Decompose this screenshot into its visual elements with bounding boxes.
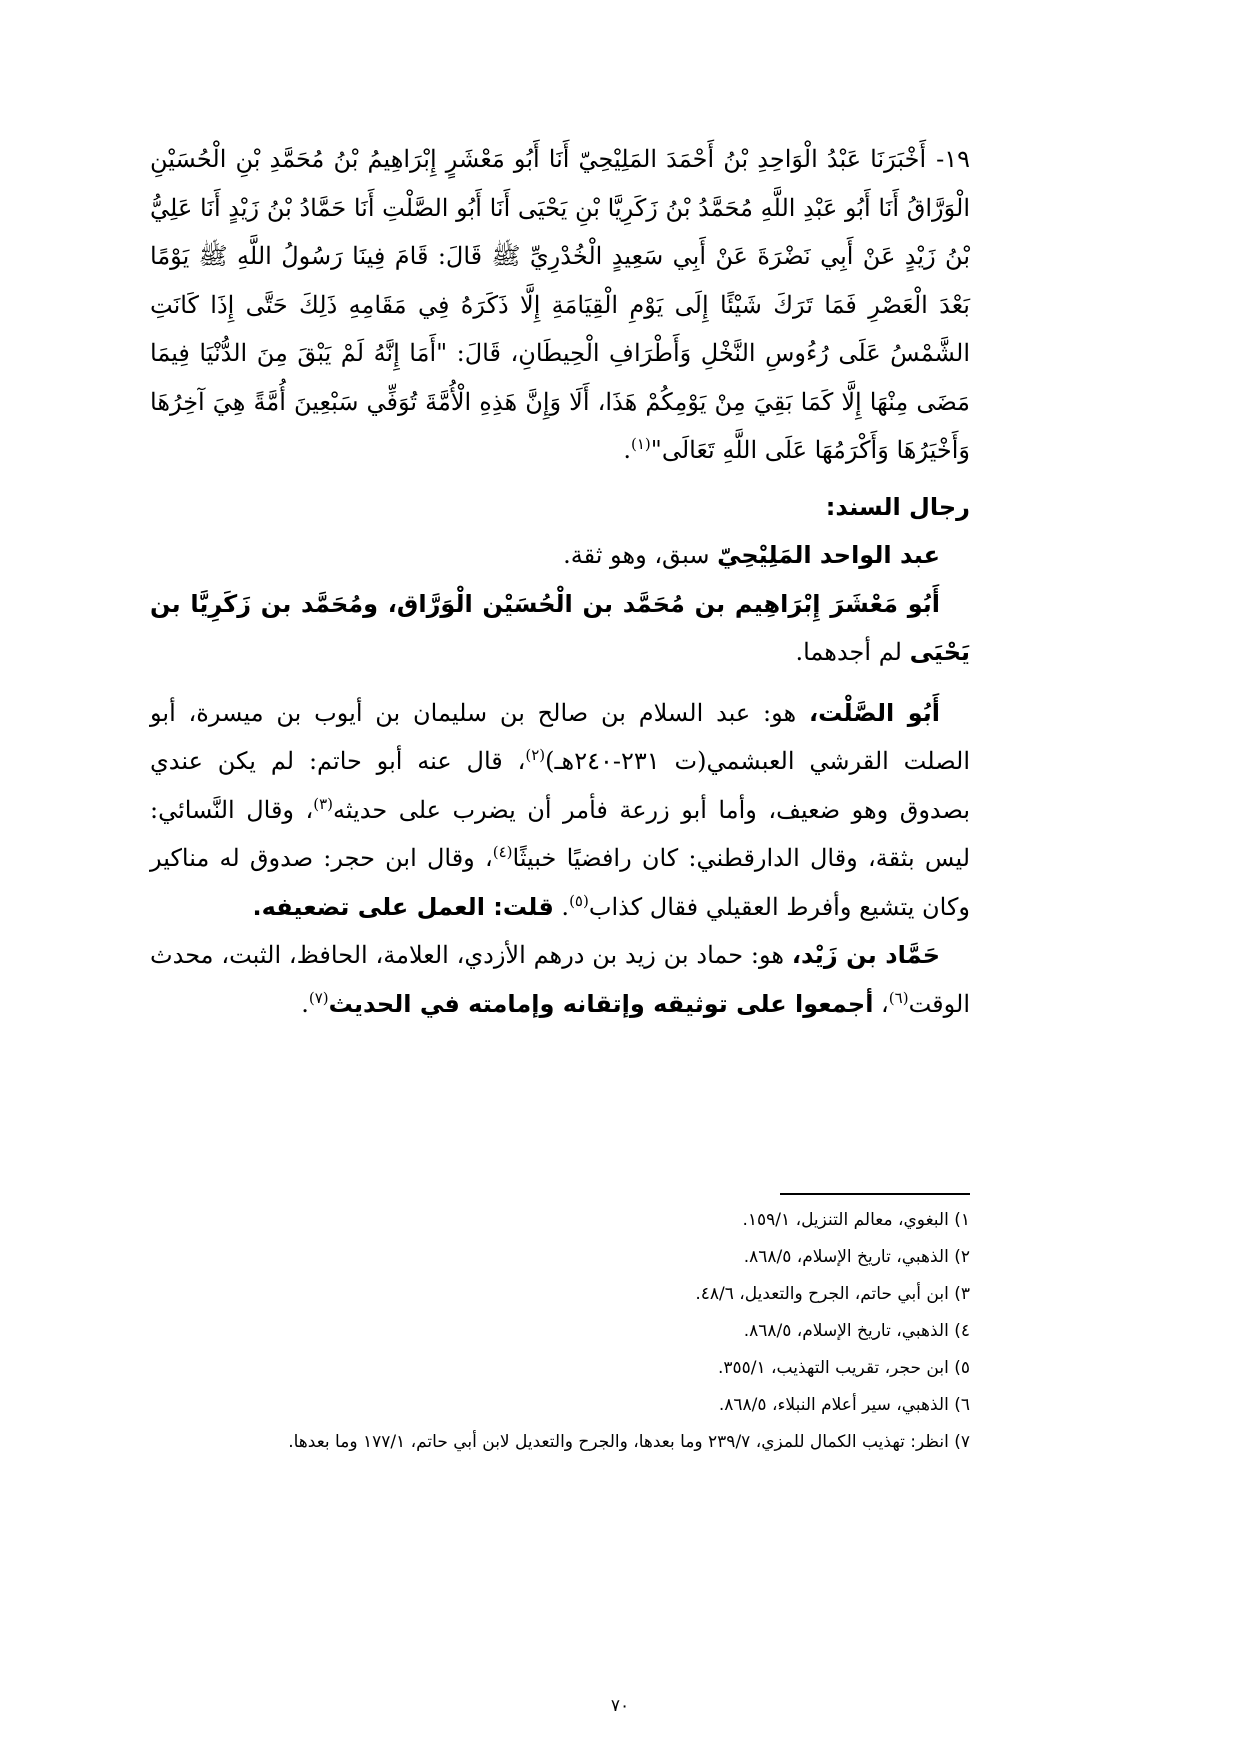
narrator-bio: هو: عبد السلام بن صالح بن سليمان بن أيوب بن ميسرة، أبو الصلت القرشي العبشمي(ت ٢٣١-٢٤٠هـ): [150, 698, 970, 775]
narrator-bio: .: [553, 892, 570, 921]
footnote-ref-6: (٦): [888, 988, 909, 1007]
footnote-7: ٧) انظر: تهذيب الكمال للمزي، ٢٣٩/٧ وما بعدها، والجرح والتعديل لابن أبي حاتم، ١٧٧/١ وما بعدها.: [288, 1432, 970, 1452]
narrator-name: أَبُو مَعْشَرَ إِبْرَاهِيم بن مُحَمَّد بن الْحُسَيْن الْوَرَّاق، ومُحَمَّد بن زَكَرِيَّا بن يَحْيَى: [150, 589, 970, 666]
narrator-note: لم أجدهما.: [795, 638, 910, 666]
narrator-bio: ، قال عنه أبو حاتم: لم يكن عندي بصدوق وهو ضعيف، وأما أبو زرعة فأمر أن يضرب على حديثه: [150, 747, 970, 824]
footnotes-list: [210, 1202, 970, 1461]
narrator-bio: ، وقال النَّسائي: ليس بثقة، وقال الدارقطني: كان رافضيًا خبيثًا: [150, 795, 970, 872]
narrator-bio: هو: حماد بن زيد بن درهم الأزدي، العلامة، الحافظ، الثبت، محدث الوقت: [150, 941, 970, 1018]
narrator-abu-mashar: [150, 580, 970, 677]
footnote-1: ١) البغوي، معالم التنزيل، ١٥٩/١.: [742, 1210, 970, 1230]
narrator-name: حَمَّاد بن زَيْد،: [791, 941, 940, 969]
footnote-ref-1: (١): [631, 435, 651, 453]
hadith-text: أَخْبَرَنَا عَبْدُ الْوَاحِدِ بْنُ أَحْمَدَ المَلِيْحِيّ أَنَا أَبُو مَعْشَرٍ إِبْرَاهِيمُ بْنُ مُحَمَّدِ بْنِ الْحُسَيْنِ الْوَرَّاقُ أَنَا أَبُو عَبْدِ اللَّهِ مُحَمَّدُ بْنُ زَكَرِيَّا بْنِ يَحْيَى أَنَا أَبُو الصَّلْتِ أَنَا حَمَّادُ بْنُ زَيْدٍ أَنَا عَلِيُّ بْنُ زَيْدٍ عَنْ أَبِي نَضْرَةَ عَنْ أَبِي سَعِيدٍ الْخُدْرِيِّ ﷺ قَالَ: قَامَ فِينَا رَسُولُ اللَّهِ ﷺ يَوْمًا بَعْدَ الْعَصْرِ فَمَا تَرَكَ شَيْئًا إِلَى يَوْمِ الْقِيَامَةِ إِلَّا ذَكَرَهُ فِي مَقَامِهِ ذَلِكَ حَتَّى إِذَا كَانَتِ الشَّمْسُ عَلَى رُءُوسِ النَّخْلِ وَأَطْرَافِ الْحِيطَانِ، قَالَ: "أَمَا إِنَّهُ لَمْ يَبْقَ مِنَ الدُّنْيَا فِيمَا مَضَى مِنْهَا إِلَّا كَمَا بَقِيَ مِنْ يَوْمِكُمْ هَذَا، أَلَا وَإِنَّ هَذِهِ الْأُمَّةَ تُوَفِّي سَبْعِينَ أُمَّةً هِيَ آخِرُهَا وَأَخْيَرُهَا وَأَكْرَمُهَا عَلَى اللَّهِ تَعَالَى": [150, 145, 970, 464]
narrator-note: سبق، وهو ثقة.: [563, 541, 718, 569]
footnote-ref-2: (٢): [525, 746, 546, 764]
hadith-number: ١٩-: [936, 145, 970, 173]
narrator-name: عبد الواحد المَلِيْحِيّ: [717, 541, 940, 569]
hadith-end: .: [623, 436, 631, 464]
footnote-4: ٤) الذهبي، تاريخ الإسلام، ٨٦٨/٥.: [743, 1321, 970, 1341]
narrator-hammad: [150, 931, 970, 1028]
footnote-2: ٢) الذهبي، تاريخ الإسلام، ٨٦٨/٥.: [743, 1247, 970, 1267]
narrator-abu-salt: [150, 689, 970, 932]
main-text: [150, 135, 970, 1028]
narrator-name: أَبُو الصَّلْت،: [808, 698, 940, 727]
narrator-verdict: قلت: العمل على تضعيفه.: [252, 892, 554, 921]
footnote-ref-3: (٣): [313, 794, 333, 813]
footnote-divider: [780, 1193, 970, 1195]
footnote-3: ٣) ابن أبي حاتم، الجرح والتعديل، ٤٨/٦.: [695, 1284, 970, 1304]
narrator-bio: ، وقال ابن حجر: صدوق له مناكير وكان يتشيع وأفرط العقيلي فقال كذاب: [150, 844, 970, 921]
footnote-ref-5: (٥): [569, 891, 589, 910]
footnote-ref-7: (٧): [308, 988, 329, 1007]
footnote-5: ٥) ابن حجر، تقريب التهذيب، ٣٥٥/١.: [717, 1358, 970, 1378]
narrator-end: .: [301, 989, 309, 1018]
hadith-paragraph: [150, 135, 970, 475]
footnote-6: ٦) الذهبي، سير أعلام النبلاء، ٨٦٨/٥.: [718, 1395, 970, 1415]
narrator-bio: ،: [873, 989, 889, 1018]
footnote-ref-4: (٤): [492, 843, 513, 861]
narrator-verdict: أجمعوا على توثيقه وإتقانه وإمامته في الحديث: [328, 989, 874, 1018]
section-heading: رجال السند:: [825, 492, 970, 521]
narrator-abdulwahid: [150, 531, 970, 580]
page-number: ٧٠: [610, 1696, 630, 1716]
